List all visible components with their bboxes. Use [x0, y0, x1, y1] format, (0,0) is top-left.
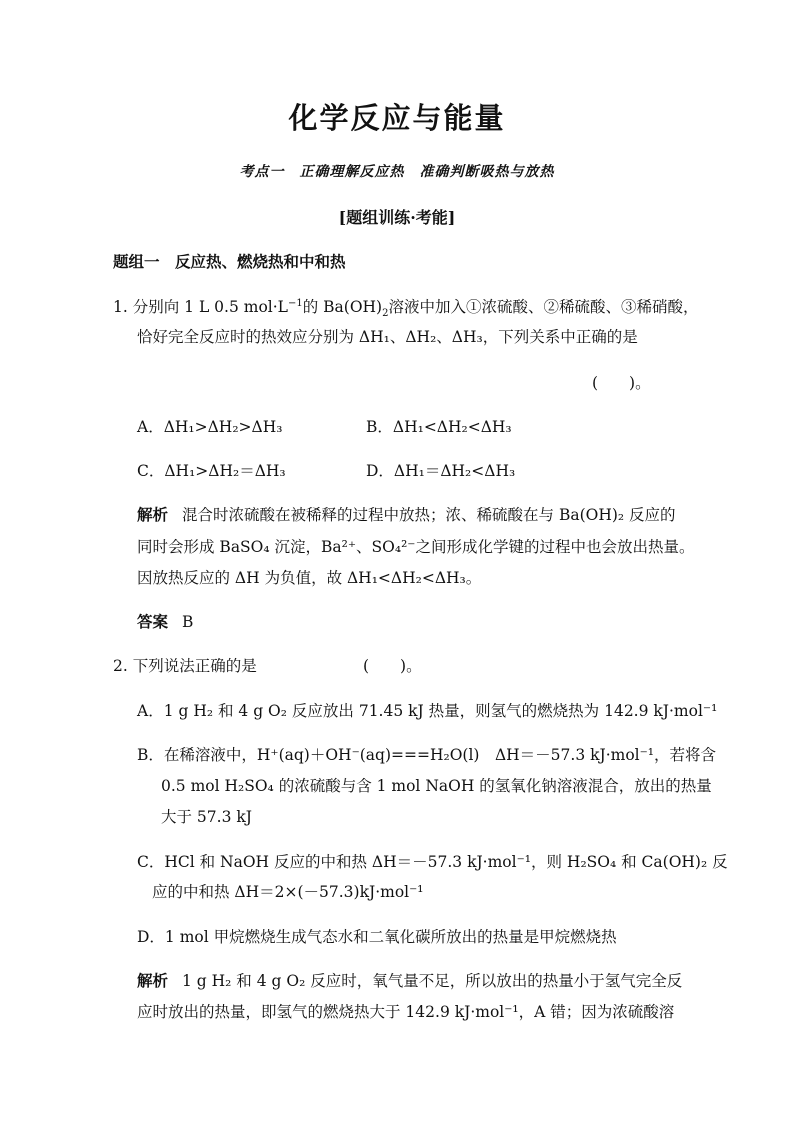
q2-option-b-line1: B．在稀溶液中，H⁺(aq)＋OH⁻(aq)===H₂O(l) ΔH＝－57.3 kJ·mol⁻¹，若将含: [137, 746, 717, 764]
q2-answer-bracket: ( )。: [363, 657, 422, 675]
q2-option-c-line2: 应的中和热 ΔH＝2×(－57.3)kJ·mol⁻¹: [152, 883, 424, 901]
q2-stem-text: 下列说法正确的是: [132, 657, 257, 675]
q1-explanation-line3: 因放热反应的 ΔH 为负值，故 ΔH₁<ΔH₂<ΔH₃。: [137, 569, 482, 587]
q1-line1: [113, 297, 699, 320]
q1-text-b: 的 Ba(OH): [302, 298, 383, 316]
q2-expl-text1: 1 g H₂ 和 4 g O₂ 反应时，氧气量不足，所以放出的热量小于氢气完全反: [182, 972, 683, 990]
q1-expl-text1: 混合时浓硫酸在被稀释的过程中放热；浓、稀硫酸在与 Ba(OH)₂ 反应的: [182, 506, 676, 524]
q1-sub: 2: [382, 308, 389, 320]
q2-explanation-label: 解析: [137, 971, 169, 990]
q1-option-c: C．ΔH₁>ΔH₂＝ΔH₃: [137, 462, 286, 480]
q1-option-a: A．ΔH₁>ΔH₂>ΔH₃: [137, 418, 283, 436]
q1-option-b: B．ΔH₁<ΔH₂<ΔH₃: [366, 418, 512, 436]
q1-line2: 恰好完全反应时的热效应分别为 ΔH₁、ΔH₂、ΔH₃，下列关系中正确的是: [137, 328, 638, 346]
q2-option-b-line2: 0.5 mol H₂SO₄ 的浓硫酸与含 1 mol NaOH 的氢氧化钠溶液混合，放出的热量: [161, 777, 712, 795]
group-heading: 题组一 反应热、燃烧热和中和热: [113, 252, 346, 271]
q1-sup: −1: [287, 297, 303, 309]
q1-number: 1.: [113, 298, 128, 316]
q2-option-c-line1: C．HCl 和 NaOH 反应的中和热 ΔH＝－57.3 kJ·mol⁻¹，则 H₂SO₄ 和 Ca(OH)₂ 反: [137, 853, 728, 871]
q1-explanation-label: 解析: [137, 505, 169, 524]
q1-text-a: 分别向 1 L 0.5 mol·L: [132, 298, 288, 316]
q2-option-b-line3: 大于 57.3 kJ: [161, 808, 252, 826]
page-title: 化学反应与能量: [288, 101, 506, 135]
q1-option-d: D．ΔH₁＝ΔH₂<ΔH₃: [366, 462, 516, 480]
q1-explanation-line1: [137, 505, 676, 525]
q2-option-d: D．1 mol 甲烷燃烧生成气态水和二氧化碳所放出的热量是甲烷燃烧热: [137, 928, 617, 946]
q1-answer-value: B: [182, 613, 194, 631]
q1-answer-bracket: ( )。: [592, 374, 651, 392]
group-tag: [题组训练·考能]: [338, 208, 456, 227]
section-subtitle: 考点一 正确理解反应热 准确判断吸热与放热: [239, 164, 555, 180]
q1-answer: [137, 612, 193, 632]
q2-number: 2.: [113, 657, 128, 675]
q1-text-c: 溶液中加入①浓硫酸、②稀硫酸、③稀硝酸，: [388, 298, 699, 316]
q2-explanation-line1: [137, 971, 682, 991]
q2-explanation-line2: 应时放出的热量，即氢气的燃烧热大于 142.9 kJ·mol⁻¹，A 错；因为浓硫酸溶: [137, 1003, 675, 1021]
q1-explanation-line2: 同时会形成 BaSO₄ 沉淀，Ba²⁺、SO₄²⁻之间形成化学键的过程中也会放出热量。: [137, 538, 695, 556]
q2-option-a: A．1 g H₂ 和 4 g O₂ 反应放出 71.45 kJ 热量，则氢气的燃烧热为 142.9 kJ·mol⁻¹: [137, 702, 718, 720]
q1-answer-label: 答案: [137, 612, 169, 631]
q2-stem: [113, 656, 257, 676]
